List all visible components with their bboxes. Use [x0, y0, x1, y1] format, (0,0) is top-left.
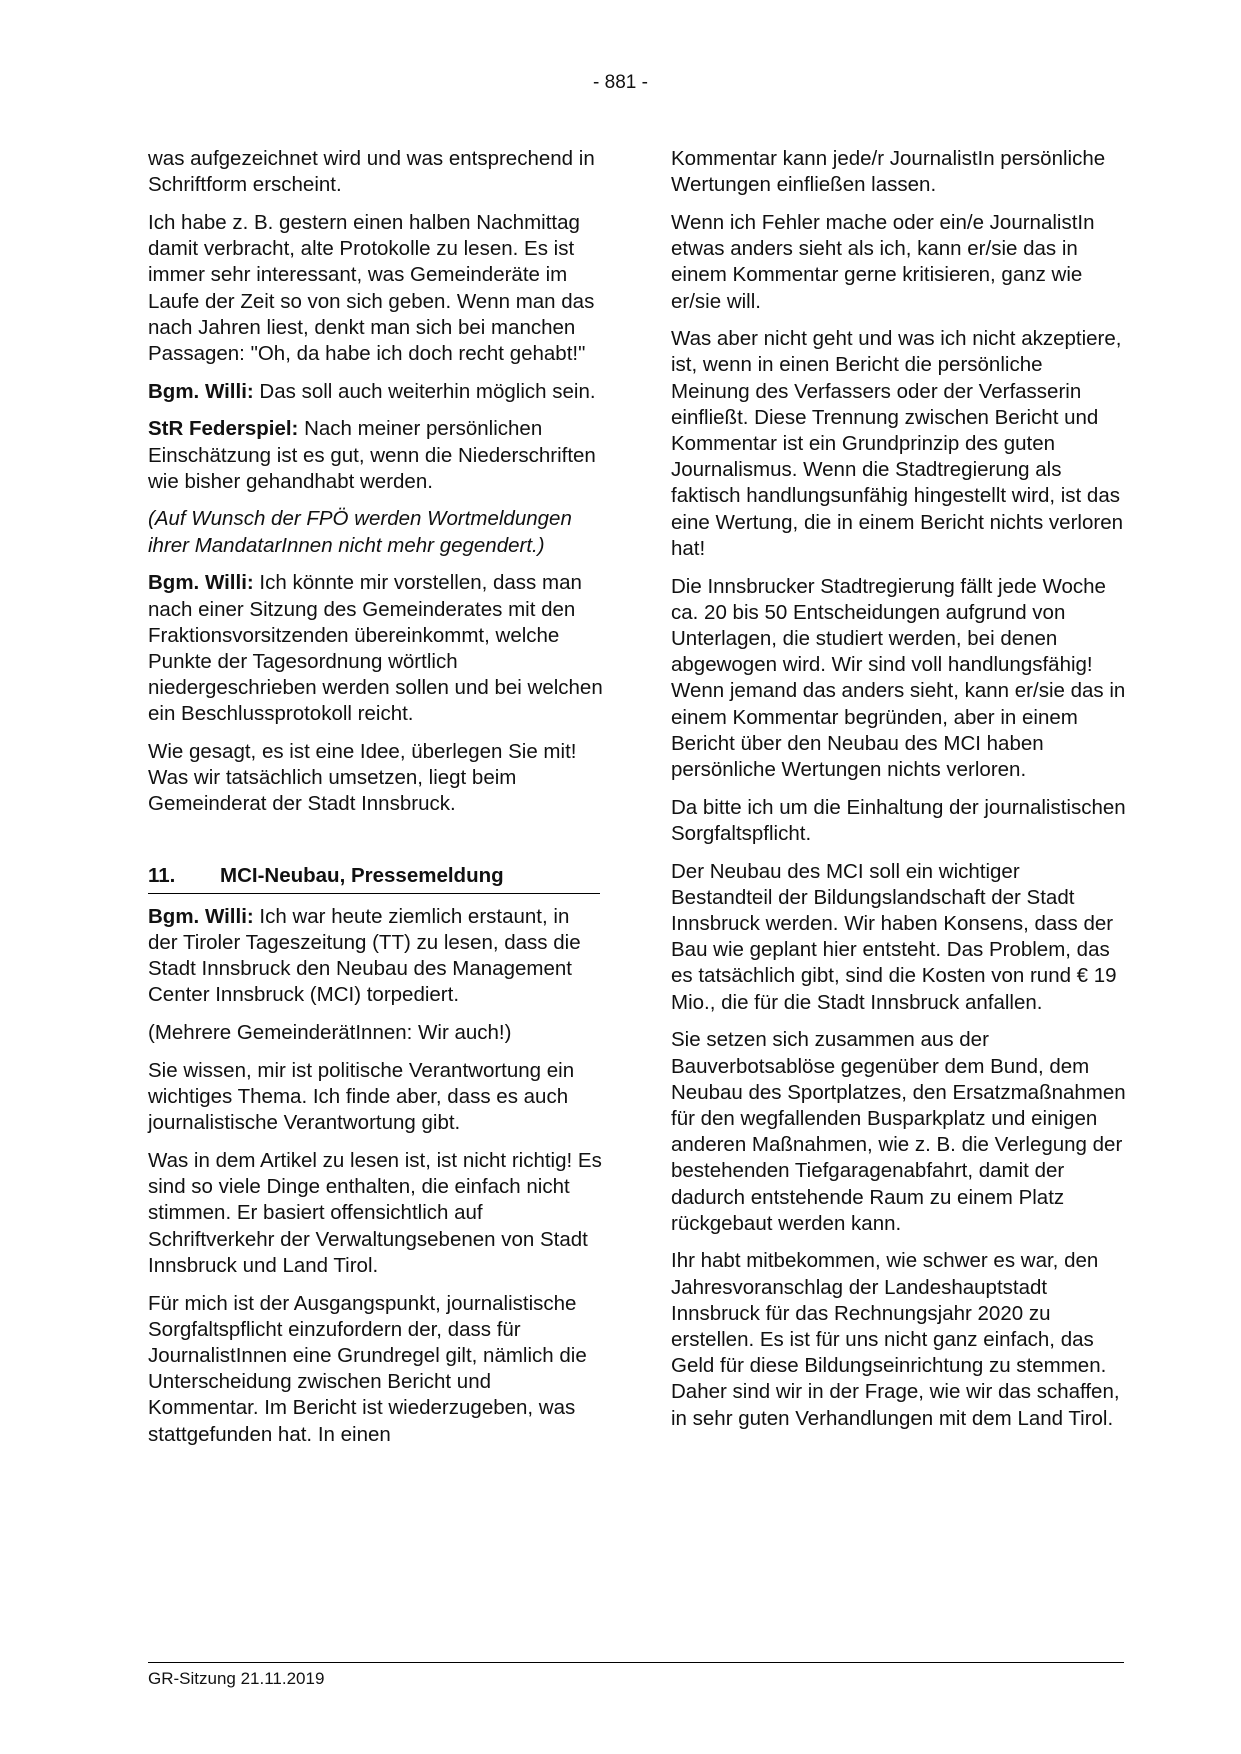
paragraph: Wie gesagt, es ist eine Idee, überlegen Sie mit! Was wir tatsächlich umsetzen, liegt beim Gemeinderat der Stadt Innsbruck.	[148, 740, 577, 816]
paragraph: Kommentar kann jede/r JournalistIn persönliche Wertungen einfließen lassen.	[671, 147, 1106, 197]
section-number: 11.	[148, 863, 176, 887]
page-number: - 881 -	[593, 72, 648, 93]
paragraph: Für mich ist der Ausgangspunkt, journalistische Sorgfaltspflicht einzufordern der, dass für JournalistInnen eine Grundregel gilt, nämlich die Unterscheidung zwischen Bericht und Kommentar. Im Bericht ist wiederzugeben, was stattgefunden hat. In einen	[148, 1291, 587, 1446]
paragraph: Wenn ich Fehler mache oder ein/e JournalistIn etwas anders sieht als ich, kann er/sie das in einem Kommentar gerne kritisieren, ganz wie er/sie will.	[671, 210, 1095, 313]
paragraph: Sie wissen, mir ist politische Verantwortung ein wichtiges Thema. Ich finde aber, dass es auch journalistische Verantwortung gibt.	[148, 1058, 575, 1135]
section-heading	[148, 863, 600, 894]
speech-paragraph	[148, 379, 603, 405]
speech-text: Ich könnte mir vorstellen, dass man nach einer Sitzung des Gemeinderates mit den Fraktionsvorsitzenden übereinkommt, welche Punkte der Tagesordnung wörtlich niedergeschrieben werden sollen und bei welchen ein Beschlussprotokoll reicht.	[148, 571, 603, 726]
speech-paragraph	[148, 904, 603, 1009]
editorial-note: (Auf Wunsch der FPÖ werden Wortmeldungen ihrer MandatarInnen nicht mehr gegendert.)	[148, 507, 572, 557]
speech-paragraph	[148, 570, 603, 727]
speech-text: Das soll auch weiterhin möglich sein.	[253, 379, 596, 403]
speech-paragraph	[148, 416, 603, 495]
paragraph: Da bitte ich um die Einhaltung der journalistischen Sorgfaltspflicht.	[671, 795, 1126, 845]
right-column	[671, 146, 1126, 1443]
paragraph: Ihr habt mitbekommen, wie schwer es war, den Jahresvoranschlag der Landeshauptstadt Innsbruck für das Rechnungsjahr 2020 zu erstellen. Es ist für uns nicht ganz einfach, das Geld für diese Bildungseinrichtung zu stemmen. Daher sind wir in der Frage, wie wir das schaffen, in sehr guten Verhandlungen mit dem Land Tirol.	[671, 1249, 1120, 1430]
speaker-name: Bgm. Willi:	[148, 379, 254, 403]
speech-text: Ich war heute ziemlich erstaunt, in der Tiroler Tageszeitung (TT) zu lesen, dass die Stadt Innsbruck den Neubau des Management Center Innsbruck (MCI) torpediert.	[148, 904, 581, 1007]
footer: GR-Sitzung 21.11.2019	[148, 1662, 1124, 1689]
paragraph: Was in dem Artikel zu lesen ist, ist nicht richtig! Es sind so viele Dinge enthalten, die einfach nicht stimmen. Er basiert offensichtlich auf Schriftverkehr der Verwaltungsebenen von Stadt Innsbruck und Land Tirol.	[148, 1149, 602, 1277]
paragraph: was aufgezeichnet wird und was entsprechend in Schriftform erscheint.	[148, 147, 595, 197]
paragraph: Die Innsbrucker Stadtregierung fällt jede Woche ca. 20 bis 50 Entscheidungen aufgrund von Unterlagen, die studiert werden, bei denen abgewogen wird. Wir sind voll handlungsfähig! Wenn jemand das anders sieht, kann er/sie das in einem Kommentar begründen, aber in einem Bericht über den Neubau des MCI haben persönliche Wertungen nichts verloren.	[671, 574, 1126, 781]
paragraph: Was aber nicht geht und was ich nicht akzeptiere, ist, wenn in einen Bericht die persönliche Meinung des Verfassers oder der Verfasserin einfließt. Diese Trennung zwischen Bericht und Kommentar ist ein Grundprinzip des guten Journalismus. Wenn die Stadtregierung als faktisch handlungsunfähig hingestellt wird, ist das eine Wertung, die in einem Bericht nichts verloren hat!	[671, 327, 1123, 560]
speech-text: Nach meiner persönlichen Einschätzung ist es gut, wenn die Niederschriften wie bisher gehandhabt werden.	[148, 417, 596, 493]
paragraph: Der Neubau des MCI soll ein wichtiger Bestandteil der Bildungslandschaft der Stadt Innsbruck werden. Wir haben Konsens, dass der Bau wie geplant hier entsteht. Das Problem, das es tatsächlich gibt, sind die Kosten von rund € 19 Mio., die für die Stadt Innsbruck anfallen.	[671, 859, 1117, 1014]
speaker-name: Bgm. Willi:	[148, 904, 254, 928]
left-column	[148, 146, 603, 1459]
speaker-name: StR Federspiel:	[148, 417, 299, 441]
paragraph: Ich habe z. B. gestern einen halben Nachmittag damit verbracht, alte Protokolle zu lesen. Es ist immer sehr interessant, was Gemeinderäte im Laufe der Zeit so von sich geben. Wenn man das nach Jahren liest, denkt man sich bei manchen Passagen: "Oh, da habe ich doch recht gehabt!"	[148, 210, 595, 365]
paragraph: Sie setzen sich zusammen aus der Bauverbotsablöse gegenüber dem Bund, dem Neubau des Sportplatzes, den Ersatzmaßnahmen für den wegfallenden Busparkplatz und einigen anderen Maßnahmen, wie z. B. die Verlegung der bestehenden Tiefgaragenabfahrt, damit der dadurch entstehende Raum zu einem Platz rückgebaut werden kann.	[671, 1028, 1126, 1235]
section-title: MCI-Neubau, Pressemeldung	[220, 863, 504, 887]
interjection: (Mehrere GemeinderätInnen: Wir auch!)	[148, 1021, 512, 1045]
speaker-name: Bgm. Willi:	[148, 571, 254, 595]
